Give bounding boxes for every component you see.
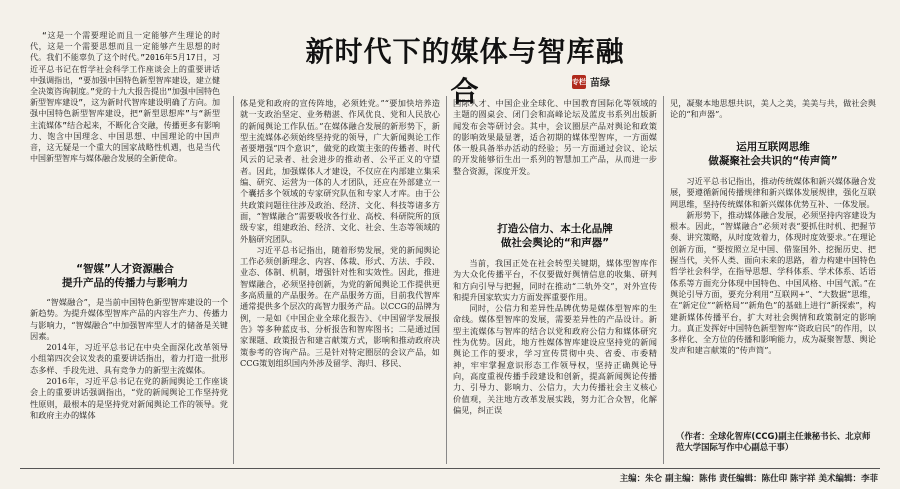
section1-heading-line1: “智媒”人才资源融合	[76, 263, 174, 275]
section3-paragraph: 新形势下，推动媒体融合发展，必须坚持内容建设为根本。因此，“智媒融合”必须对表“要抓住时机、把握节奏、讲究策略，从时度效着力，体现时度效要求。”在理论创新方面，“要按照立足中国、借鉴国外、挖掘历史、把握当代，关怀人类、面向未来的思路，着力构建中国特色哲学社会科学，在指导思想、学科体系、学术体系、话语体系等方面充分体现中国特色、中国风格、中国气派。”在舆论引导方面，要充分利用“互联网+”、“大数据”思维，在“新定位”“新格局”“新角色”的基础上进行“新探索”，构建新媒体传播平台，扩大对社会舆情和政策制定的影响力。真正发挥好中国特色新型智库“资政启民”的作用，以多样化、全方位的传播和影响能力，成为凝聚智慧、舆论发声和建言献策的“传声筒”。	[670, 209, 876, 356]
byline	[572, 74, 610, 89]
author-name: 苗绿	[590, 78, 610, 89]
section1-paragraph: 2014年，习近平总书记在中央全面深化改革领导小组第四次会议发表的重要讲话指出，着力打造一批形态多样、手段先进、具有竞争力的新型主流媒体。	[30, 342, 228, 375]
section1-paragraph: 2016年，习近平总书记在党的新闻舆论工作座谈会上的重要讲话强调指出，“党的新闻舆论工作坚持党性原则，最根本的是坚持党对新闻舆论工作的领导。党和政府主办的媒体	[30, 376, 228, 420]
section2-heading-line1: 打造公信力、本土化品牌	[497, 223, 613, 235]
column2-paragraph: 习近平总书记指出，随着形势发展，党的新闻舆论工作必须创新理念、内容、体裁、形式、方法、手段、业态、体制、机制，增强针对性和实效性。因此，推进智媒融合，必须坚持创新，为党的新闻舆论工作提供更多高质量的产品服务。在产品服务方面，目前我代智库通常提供多个层次的高智力服务产品。以CCG的品牌为例，一是如《中国企业全球化报告》、《中国留学发展报告》等多种蓝皮书、分析报告和智库图书；二是通过国家课题、政策报告和建言献策方式，影响和推动政府决策参考的咨询产品。三是针对特定圈层的会议产品，如CCG策划组织国内外涉及留学、海归、移民、	[240, 244, 440, 368]
section2-body	[453, 258, 657, 467]
section2-heading-line2: 做社会舆论的“和声器”	[500, 237, 610, 249]
column-4-top	[670, 98, 876, 124]
column-divider	[663, 96, 664, 464]
column-2	[240, 98, 440, 467]
section1-heading	[30, 262, 220, 290]
section3-body	[670, 176, 876, 428]
headline: 新时代下的媒体与智库融合	[305, 35, 625, 108]
section3-paragraph: 习近平总书记指出，推动传统媒体和新兴媒体融合发展，要遵循新闻传播规律和新兴媒体发展规律，强化互联网思维，坚持传统媒体和新兴媒体优势互补、一体发展。	[670, 176, 876, 209]
section1-body	[30, 297, 228, 467]
author-seal-icon: 专栏	[572, 75, 586, 89]
section2-heading	[453, 222, 657, 250]
section3-heading-line1: 运用互联网思维	[736, 141, 810, 153]
section1-heading-line2: 提升产品的传播力与影响力	[62, 277, 188, 289]
intro-column	[30, 30, 220, 260]
section3-heading	[670, 140, 876, 168]
intro-paragraph: “这是一个需要理论而且一定能够产生理论的时代，这是一个需要思想而且一定能够产生思想的时代。我们不能辜负了这个时代。”2016年5月17日，习近平总书记在哲学社会科学工作座谈会上的重要讲话中强调指出，“要加强中国特色新型智库建设，建立健全决策咨询制度。”党的十九大报告提出“加强中国特色新型智库建设”，这为新时代智库建设明确了方向。加强中国特色新型智库建设，把“新型思想库”与“新型主流媒体”结合起来，不断化合交融，传播更多有影响力、饱含中国理念、中国思想、中国理论的中国声音，这无疑是一个重大的国家战略性机遇，也是当代中国新型智库与媒体融合发展的全新使命。	[30, 31, 220, 164]
column4-paragraph: 见，凝聚本地思想共识，美人之美，美美与共，做社会舆论的“和声器”。	[670, 98, 876, 120]
editor-credits: 主编：朱仑 副主编：陈伟 责任编辑：陈仕印 陈宇祥 美术编辑：李菲	[619, 474, 878, 484]
column-3-top	[453, 98, 657, 216]
column2-paragraph: 体是党和政府的宣传阵地，必须姓党。”“要加快培养造就一支政治坚定、业务精湛、作风优良、党和人民放心的新闻舆论工作队伍。”在媒体融合发展的新形势下，新型主流媒体必须始终坚持党的领导，广大新闻舆论工作者要增强“四个意识”，做党的政策主张的传播者、时代风云的记录者、社会进步的推动者、公平正义的守望者。因此，加强媒体人才建设，不仅应在内部建立集采编、研究、运营为一体的人才团队，还应在外部建立一个囊括多个领域的专家研究队伍和专家人才库。由于公共政策问题往往涉及政治、经济、文化、科技等诸多方面，“智媒融合”需要吸收各行业、高校、科研院所的顶级专家，组建政治、经济、文化、社会、生态等领域的外脑研究团队。	[240, 98, 440, 244]
column-divider	[446, 96, 447, 464]
author-signature: （作者：全球化智库(CCG)副主任兼秘书长、北京师范大学国际写作中心副总干事）	[676, 431, 871, 452]
section3-heading-line2: 做凝聚社会共识的“传声筒”	[708, 155, 838, 167]
section1-paragraph: “智媒融合”，是当前中国特色新型智库建设的一个新趋势。为提升媒体型智库产品的内容生产力、传播力与影响力，“智媒融合”中加强智库型人才的储备是关键因素。	[30, 297, 228, 341]
section2-paragraph: 当前，我国正处在社会转型关键期，媒体型智库作为大众化传播平台，不仅要做好舆情信息的收集、研判和方向引导与把握，同时在推动“二轨外交”，对外宣传和提升国家软实力方面发挥重要作用。	[453, 258, 657, 302]
section2-paragraph: 同时，公信力和差异性品牌优势是媒体型智库的生命线。媒体型智库的发展，需要差异性的产品设计。新型主流媒体与智库的结合以党和政府公信力和媒体研究性为优势。因此，地方性媒体智库建设应坚持党的新闻舆论工作的要求，学习宣传贯彻中央、省委、市委精神，牢牢掌握意识形态工作领导权，坚持正确舆论导向，高度重视传播手段建设和创新，提高新闻舆论传播力、引导力、影响力、公信力，大力传播社会主义核心价值观，关注地方改革发展实践，努力汇合众智，化解偏见，纠正误	[453, 303, 657, 415]
column3-paragraph: 国际人才、中国企业全球化、中国教育国际化等领域的主题的圆桌会、闭门会和高峰论坛及蓝皮书系列出版新闻发布会等研讨会。其中，会议圈层产品对舆论和政策的影响效果最显著，适合初期的媒体型智库，一方面媒体一般具备举办活动的经验；另一方面通过会议、论坛的开发能够衍生出一系列的智慧加工产品，从而进一步整合资源，深度开发。	[453, 98, 657, 176]
footer-rule	[20, 468, 880, 469]
column-divider	[233, 96, 234, 464]
